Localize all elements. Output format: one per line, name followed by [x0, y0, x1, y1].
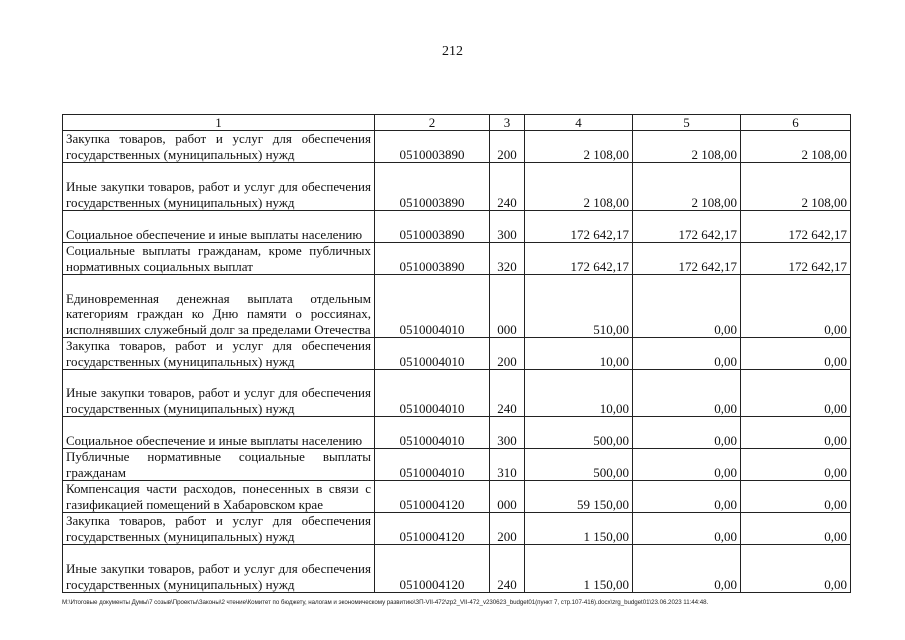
- row-code: 0510004010: [375, 417, 490, 449]
- row-code: 0510003890: [375, 131, 490, 163]
- header-col-1: 1: [63, 115, 375, 131]
- row-value-4: 59 150,00: [525, 481, 633, 513]
- row-code: 0510004120: [375, 481, 490, 513]
- row-value-4: 500,00: [525, 449, 633, 481]
- row-value-5: 172 642,17: [633, 243, 741, 275]
- table-row: [63, 513, 851, 545]
- row-value-5: 0,00: [633, 370, 741, 417]
- row-name: Иные закупки товаров, работ и услуг для обеспечения государственных (муниципальных) нужд: [63, 545, 375, 593]
- row-value-6: 0,00: [741, 370, 851, 417]
- table-row: [63, 417, 851, 449]
- row-name: Закупка товаров, работ и услуг для обеспечения государственных (муниципальных) нужд: [63, 513, 375, 545]
- row-value-4: 2 108,00: [525, 163, 633, 211]
- row-value-4: 510,00: [525, 275, 633, 338]
- row-name: Социальные выплаты гражданам, кроме публичных нормативных социальных выплат: [63, 243, 375, 275]
- table-row: [63, 275, 851, 338]
- row-value-4: 1 150,00: [525, 513, 633, 545]
- row-value-4: 1 150,00: [525, 545, 633, 593]
- row-value-5: 2 108,00: [633, 131, 741, 163]
- document-footer-path: M:\Итоговые документы Думы\7 созыв\Проекты\Законы\2 чтение\Комитет по бюджету, налогам и экономическому развитию\ЗП-VII-472\zp2_VII-472_v230623_budget01(пункт 7, стр.107-416).docx\zrg_budget01\23.06.2023 11:44:48.: [62, 599, 709, 606]
- header-col-4: 4: [525, 115, 633, 131]
- row-type: 240: [490, 163, 525, 211]
- row-value-5: 0,00: [633, 481, 741, 513]
- row-value-5: 0,00: [633, 417, 741, 449]
- row-code: 0510004010: [375, 275, 490, 338]
- table-row: [63, 131, 851, 163]
- row-value-6: 172 642,17: [741, 243, 851, 275]
- row-type: 000: [490, 481, 525, 513]
- row-name: Закупка товаров, работ и услуг для обеспечения государственных (муниципальных) нужд: [63, 131, 375, 163]
- row-type: 000: [490, 275, 525, 338]
- row-value-5: 0,00: [633, 513, 741, 545]
- row-type: 300: [490, 211, 525, 243]
- row-value-6: 0,00: [741, 449, 851, 481]
- row-type: 240: [490, 370, 525, 417]
- row-type: 320: [490, 243, 525, 275]
- table-row: [63, 338, 851, 370]
- row-code: 0510003890: [375, 211, 490, 243]
- row-code: 0510004010: [375, 449, 490, 481]
- table-row: [63, 370, 851, 417]
- header-col-3: 3: [490, 115, 525, 131]
- row-value-5: 0,00: [633, 545, 741, 593]
- row-name: Социальное обеспечение и иные выплаты населению: [63, 417, 375, 449]
- table-row: [63, 163, 851, 211]
- row-type: 200: [490, 131, 525, 163]
- row-value-5: 2 108,00: [633, 163, 741, 211]
- row-value-6: 2 108,00: [741, 163, 851, 211]
- row-value-6: 2 108,00: [741, 131, 851, 163]
- row-value-4: 172 642,17: [525, 211, 633, 243]
- row-value-4: 2 108,00: [525, 131, 633, 163]
- row-value-4: 500,00: [525, 417, 633, 449]
- row-value-6: 0,00: [741, 545, 851, 593]
- row-name: Публичные нормативные социальные выплаты гражданам: [63, 449, 375, 481]
- row-value-5: 172 642,17: [633, 211, 741, 243]
- row-value-5: 0,00: [633, 338, 741, 370]
- budget-table: [62, 114, 851, 593]
- row-name: Иные закупки товаров, работ и услуг для обеспечения государственных (муниципальных) нужд: [63, 163, 375, 211]
- table-row: [63, 449, 851, 481]
- row-type: 240: [490, 545, 525, 593]
- row-name: Единовременная денежная выплата отдельным категориям граждан ко Дню памяти о россиянах, исполнявших служебный долг за пределами Отечества: [63, 275, 375, 338]
- row-code: 0510004010: [375, 338, 490, 370]
- header-col-5: 5: [633, 115, 741, 131]
- row-name: Компенсация части расходов, понесенных в связи с газификацией помещений в Хабаровском крае: [63, 481, 375, 513]
- table-header-row: [63, 115, 851, 131]
- row-value-6: 0,00: [741, 481, 851, 513]
- row-type: 200: [490, 338, 525, 370]
- row-value-5: 0,00: [633, 449, 741, 481]
- header-col-6: 6: [741, 115, 851, 131]
- row-code: 0510003890: [375, 243, 490, 275]
- row-name: Социальное обеспечение и иные выплаты населению: [63, 211, 375, 243]
- header-col-2: 2: [375, 115, 490, 131]
- row-type: 200: [490, 513, 525, 545]
- row-value-4: 10,00: [525, 370, 633, 417]
- row-name: Иные закупки товаров, работ и услуг для обеспечения государственных (муниципальных) нужд: [63, 370, 375, 417]
- row-value-6: 0,00: [741, 338, 851, 370]
- row-code: 0510004120: [375, 545, 490, 593]
- row-value-6: 0,00: [741, 275, 851, 338]
- row-value-4: 10,00: [525, 338, 633, 370]
- row-type: 310: [490, 449, 525, 481]
- row-value-6: 0,00: [741, 513, 851, 545]
- row-code: 0510003890: [375, 163, 490, 211]
- row-value-4: 172 642,17: [525, 243, 633, 275]
- page-number: 212: [442, 44, 463, 59]
- row-value-5: 0,00: [633, 275, 741, 338]
- row-type: 300: [490, 417, 525, 449]
- row-value-6: 0,00: [741, 417, 851, 449]
- row-code: 0510004010: [375, 370, 490, 417]
- table-row: [63, 545, 851, 593]
- row-name: Закупка товаров, работ и услуг для обеспечения государственных (муниципальных) нужд: [63, 338, 375, 370]
- row-code: 0510004120: [375, 513, 490, 545]
- table-row: [63, 481, 851, 513]
- row-value-6: 172 642,17: [741, 211, 851, 243]
- table-row: [63, 211, 851, 243]
- table-row: [63, 243, 851, 275]
